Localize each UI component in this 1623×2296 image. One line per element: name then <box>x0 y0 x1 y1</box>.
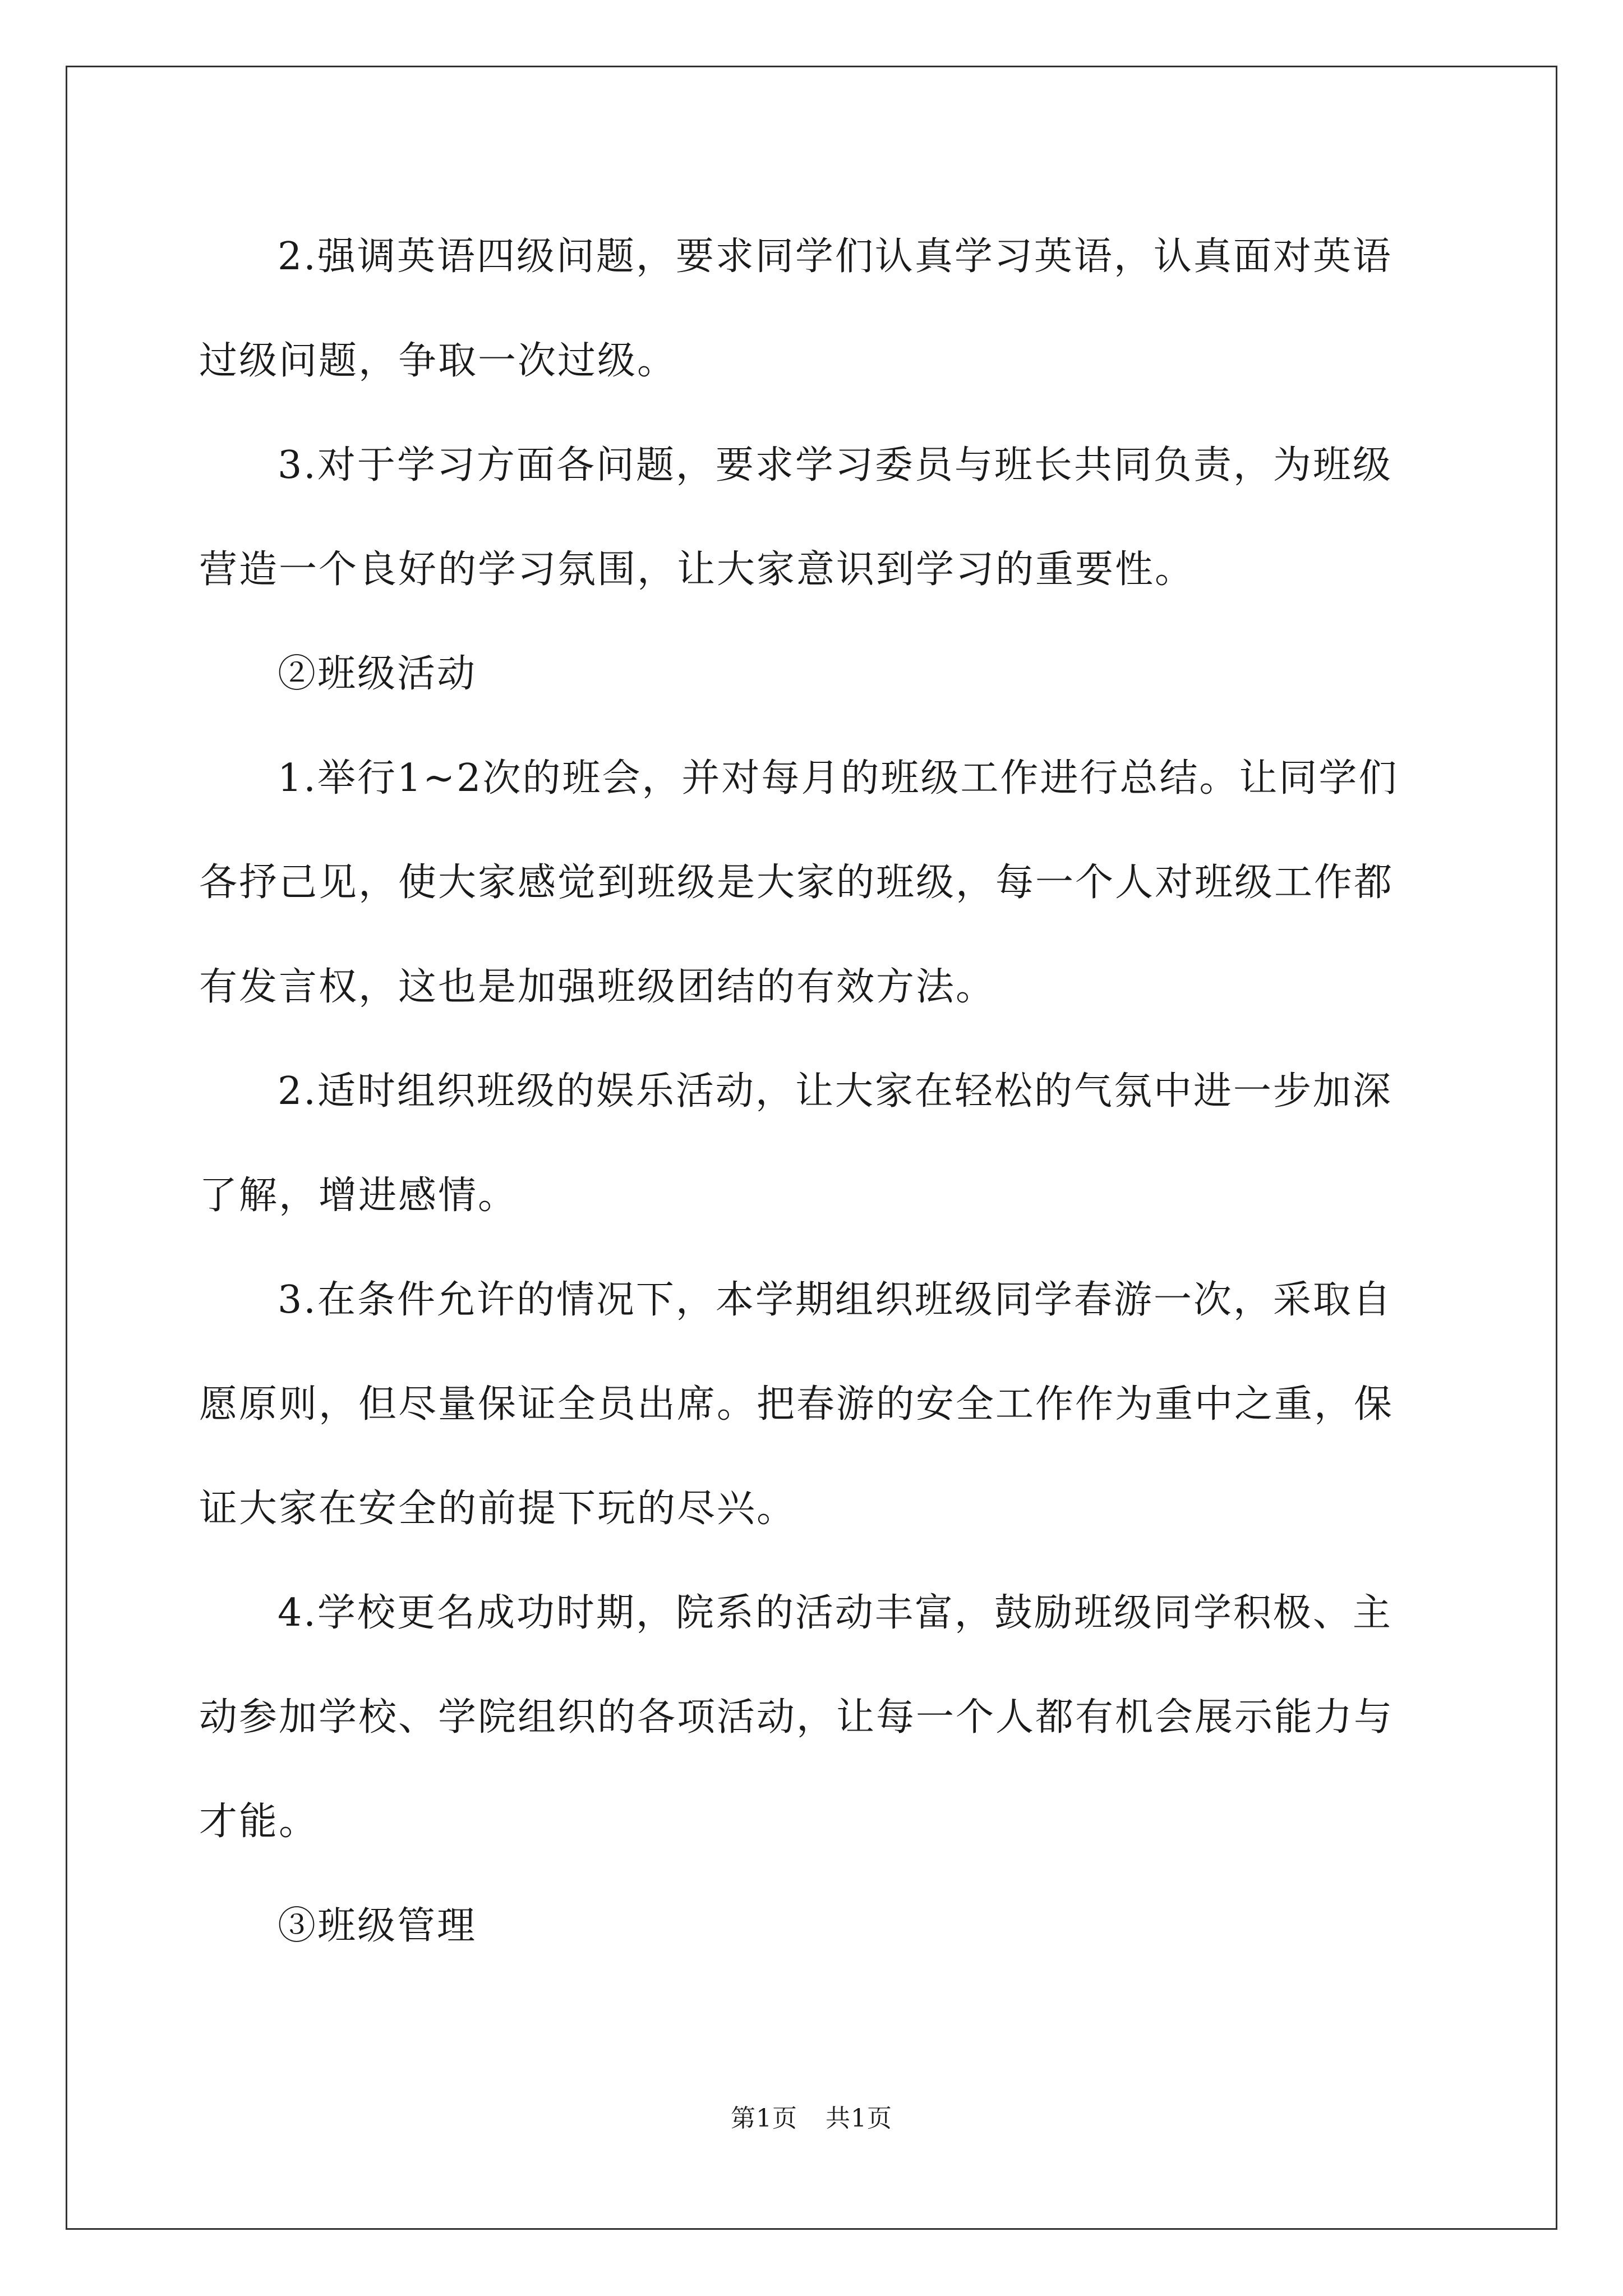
paragraph-class-meeting: 1.举行1~2次的班会，并对每月的班级工作进行总结。让同学们各抒己见，使大家感觉到班级是大家的班级，每一个人对班级工作都有发言权，这也是加强班级团结的有效方法。 <box>199 756 1399 1009</box>
paragraph-spring-outing: 3.在条件允许的情况下，本学期组织班级同学春游一次，采取自愿原则，但尽量保证全员出席。把春游的安全工作作为重中之重，保证大家在安全的前提下玩的尽兴。 <box>199 1278 1394 1531</box>
paragraph-study-atmosphere: 3.对于学习方面各问题，要求学习委员与班长共同负责，为班级营造一个良好的学习氛围，让大家意识到学习的重要性。 <box>199 443 1393 592</box>
paragraph-english-exam: 2.强调英语四级问题，要求同学们认真学习英语，认真面对英语过级问题，争取一次过级。 <box>199 234 1393 383</box>
section-heading-class-activities: ②班级活动 <box>278 652 477 696</box>
paragraph-entertainment: 2.适时组织班级的娱乐活动，让大家在轻松的气氛中进一步加深了解，增进感情。 <box>199 1069 1393 1218</box>
document-body <box>199 205 1427 1978</box>
page-number: 第1页 <box>731 2104 797 2133</box>
page-total: 共1页 <box>826 2104 892 2133</box>
paragraph-school-activities: 4.学校更名成功时期，院系的活动丰富，鼓励班级同学积极、主动参加学校、学院组织的各项活动，让每一个人都有机会展示能力与才能。 <box>199 1591 1394 1844</box>
section-heading-class-management: ③班级管理 <box>278 1904 477 1948</box>
page-footer <box>0 2098 1623 2134</box>
